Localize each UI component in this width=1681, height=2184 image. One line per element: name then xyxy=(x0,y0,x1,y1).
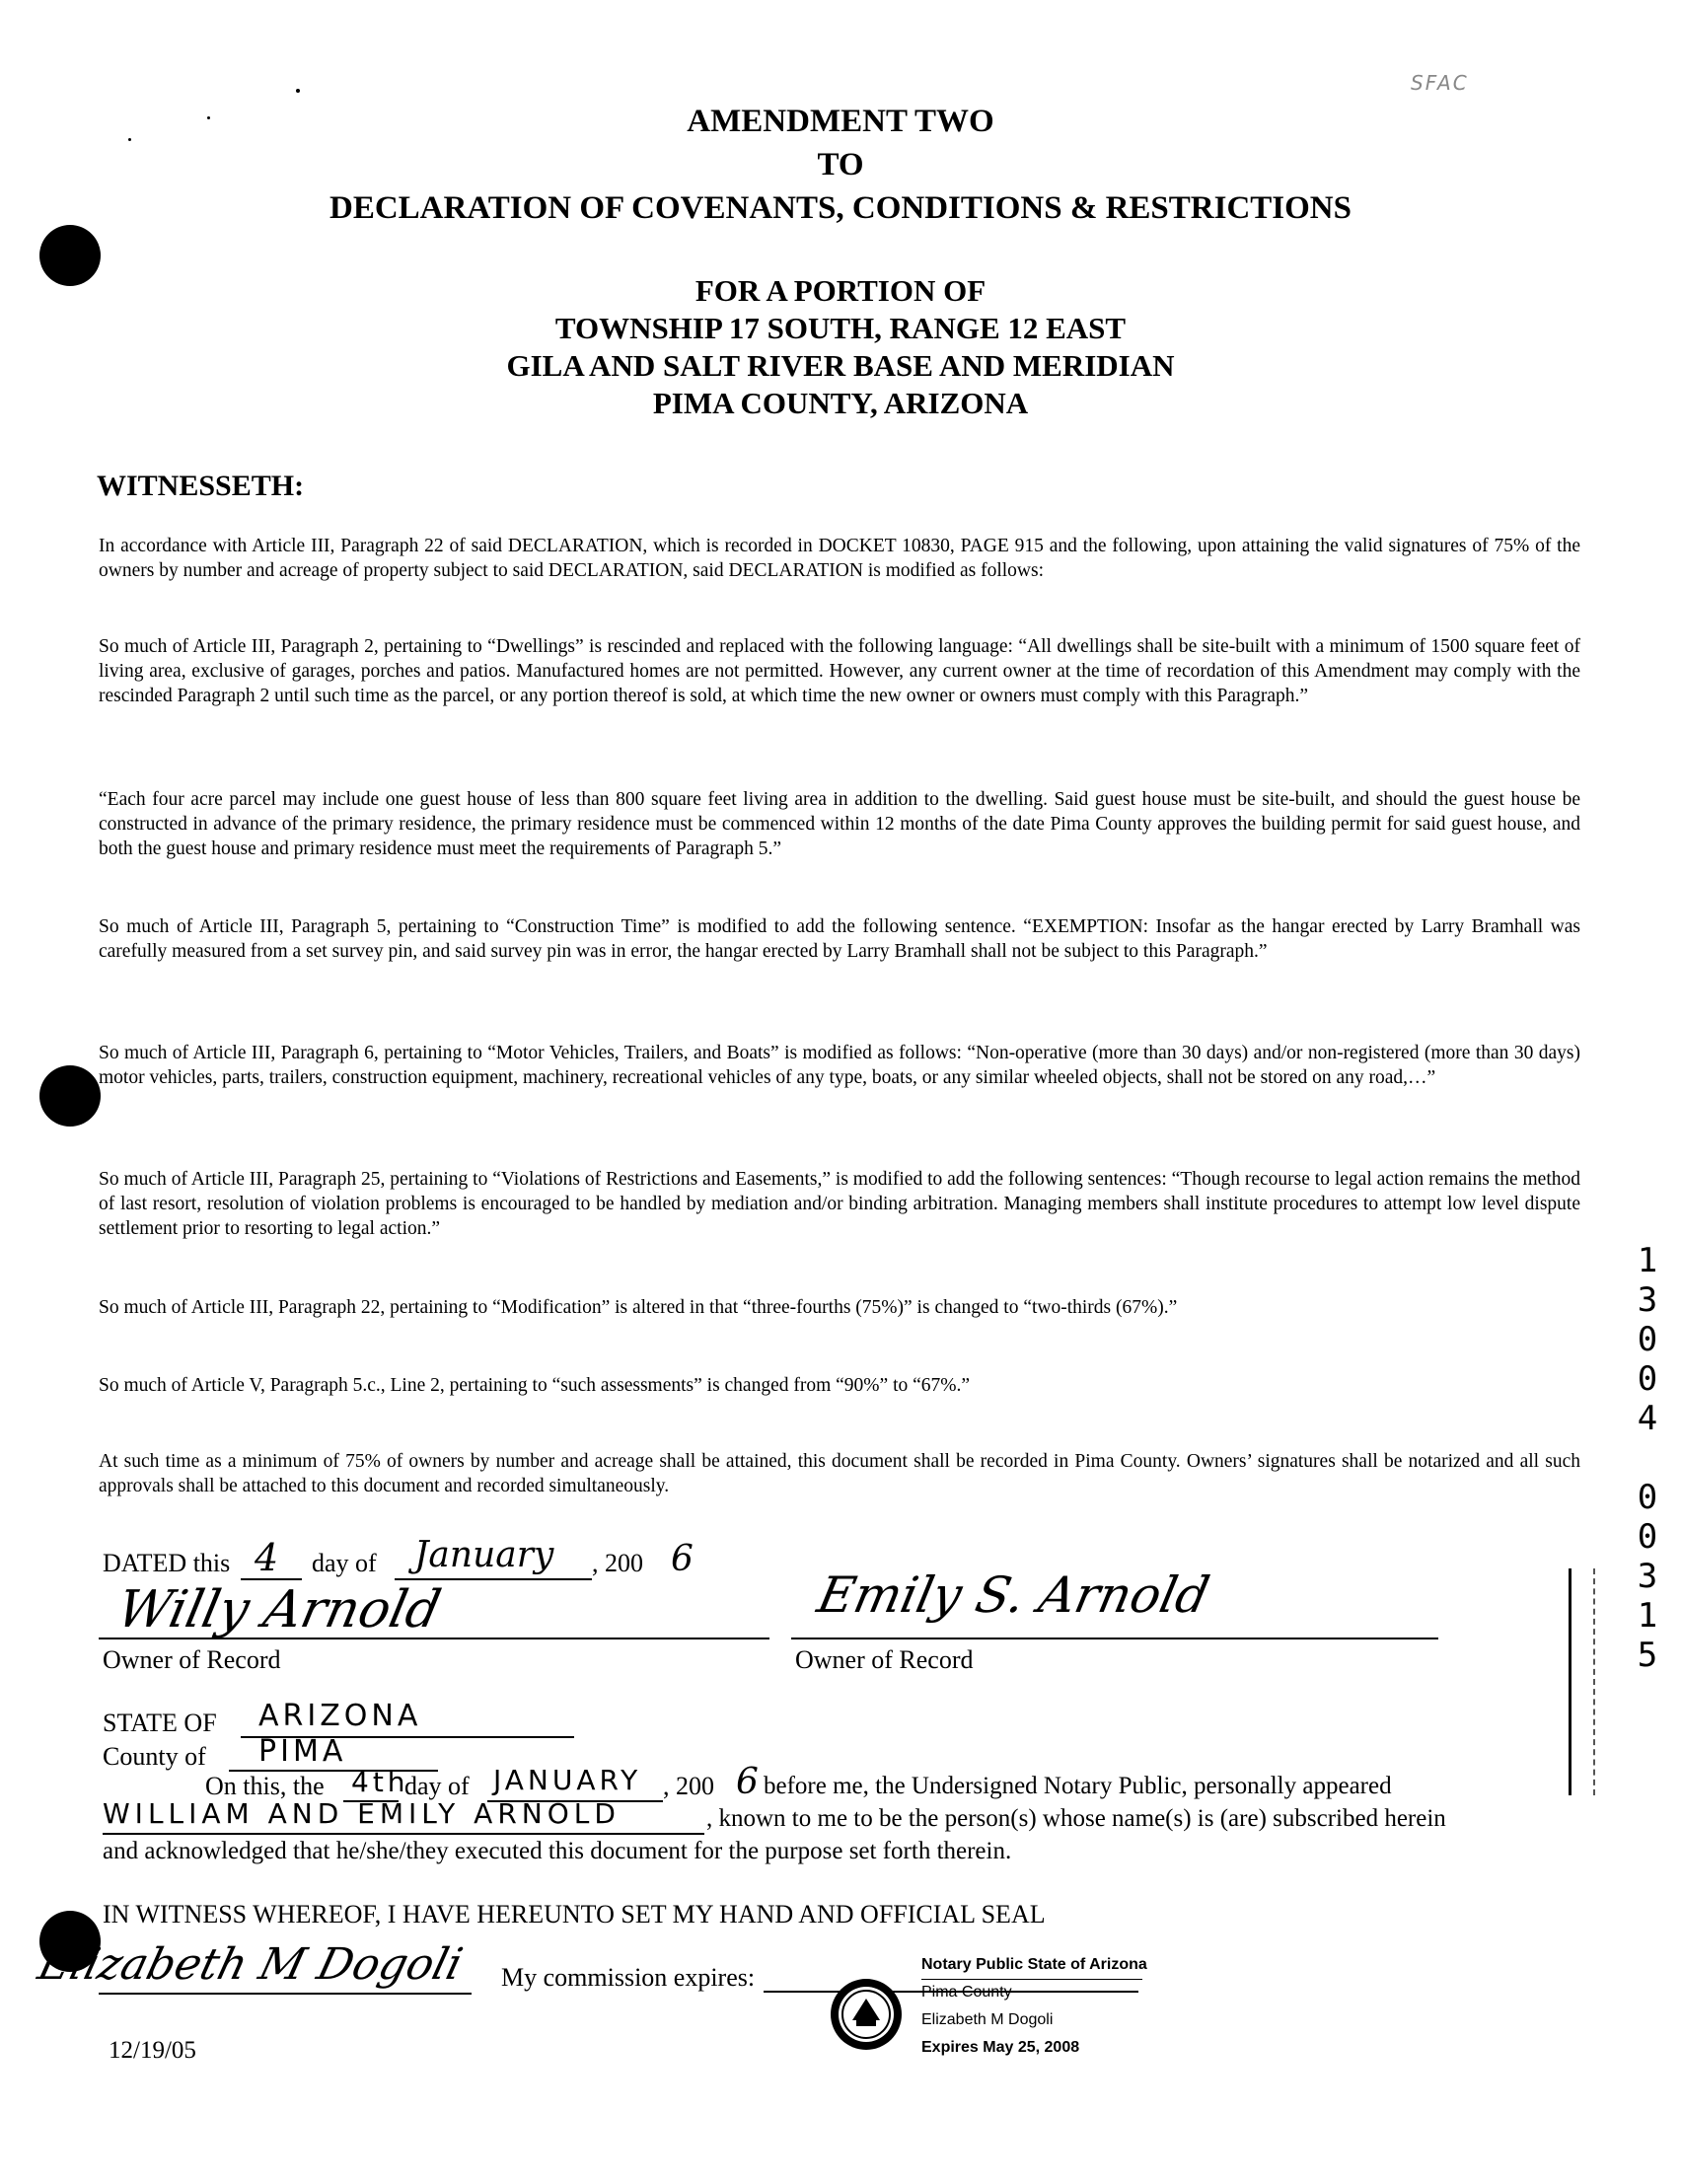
county-label: County of xyxy=(103,1742,206,1771)
notary-day-value: 4th xyxy=(351,1766,409,1798)
paragraph-intro: In accordance with Article III, Paragraph 22 of said DECLARATION, which is recorded in DOCKET 10830, PAGE 915 and the following, upon attaining the valid signatures of 75% of the owners by number and acreage of property subject to said DECLARATION, said DECLARATION is modified as follows: xyxy=(99,536,1580,581)
dated-year-label: , 200 xyxy=(592,1549,643,1577)
speck xyxy=(296,89,300,93)
paragraph-dwellings: So much of Article III, Paragraph 2, pertaining to “Dwellings” is rescinded and replaced with the following language: “All dwellings shall be site-built with a minimum of 1500 square feet of living area, exclusive of garages, porches and patios. Manufactured homes are not permitted. However, any current owner at the time of recordation of this Amendment may comply with the rescinded Paragraph 2 until such time as the parcel, or any portion thereof is sold, at which time the new owner or owners must comply with this Paragraph.” xyxy=(99,636,1580,706)
owner-signature-line-2 xyxy=(791,1638,1438,1639)
paragraph-recording: At such time as a minimum of 75% of owners by number and acreage shall be attained, this document shall be recorded in Pima County. Owners’ signatures shall be notarized and all such approvals shall be attached to this document and recorded simultaneously. xyxy=(99,1451,1580,1496)
owner-of-record-label-1: Owner of Record xyxy=(103,1645,281,1674)
paragraph-assessments: So much of Article V, Paragraph 5.c., Line 2, pertaining to “such assessments” is changed from “90%” to “67%.” xyxy=(99,1375,971,1396)
owner-signature-2: Emily S. Arnold xyxy=(812,1566,1214,1624)
before-me-text: before me, the Undersigned Notary Public, personally appeared xyxy=(764,1773,1392,1799)
subtitle-line4: PIMA COUNTY, ARIZONA xyxy=(652,386,1029,420)
margin-recording-number xyxy=(1630,1241,1665,1675)
notary-stamp-line1: Notary Public State of Arizona xyxy=(921,1956,1147,1973)
margin-recording-number-text: 13004 00315 xyxy=(1628,1241,1667,1675)
dated-day-value: 4 xyxy=(255,1536,279,1579)
hole-punch-middle xyxy=(39,1065,101,1127)
owner-of-record-label-2: Owner of Record xyxy=(795,1645,974,1674)
subtitle-line2: TOWNSHIP 17 SOUTH, RANGE 12 EAST xyxy=(554,311,1127,345)
dated-label: DATED this xyxy=(103,1549,231,1577)
witness-whereof-text: IN WITNESS WHEREOF, I HAVE HEREUNTO SET MY HAND AND OFFICIAL SEAL xyxy=(103,1900,1046,1929)
corner-mark: SFAC xyxy=(1411,71,1469,95)
paragraph-construction-time: So much of Article III, Paragraph 5, pertaining to “Construction Time” is modified to add the following sentence. “EXEMPTION: Insofar as the hangar erected by Larry Bramhall was carefully measured from a set survey pin, and said survey pin was in error, the hangar erected by Larry Bramhall shall not be subject to this Paragraph.” xyxy=(99,916,1580,962)
notary-stamp-rule xyxy=(921,1979,1142,1980)
notary-month-value: JANUARY xyxy=(493,1764,642,1796)
on-this-label: On this, the xyxy=(205,1772,325,1800)
dated-month-value: January xyxy=(414,1535,554,1575)
paragraph-motor-vehicles: So much of Article III, Paragraph 6, pertaining to “Motor Vehicles, Trailers, and Boats” is modified as follows: “Non-operative (more than 30 days) and/or non-registered (more than 30 days) motor vehicles, parts, trailers, construction equipment, machinery, recreational vehicles of any type, boats, or any similar wheeled objects, shall not be stored on any road,…” xyxy=(99,1043,1580,1088)
notary-signature: Elizabeth M Dogoli xyxy=(33,1939,468,1990)
notary-year-label: , 200 xyxy=(663,1772,714,1800)
notary-stamp-line2: Pima County xyxy=(921,1984,1012,2001)
state-label: STATE OF xyxy=(103,1709,217,1737)
document-title-line1: AMENDMENT TWO xyxy=(687,104,994,139)
notary-stamp-line3: Elizabeth M Dogoli xyxy=(921,2011,1054,2028)
commission-expires-label: My commission expires: xyxy=(501,1963,756,1992)
subtitle-line3: GILA AND SALT RIVER BASE AND MERIDIAN xyxy=(506,348,1175,383)
notary-day-of-label: day of xyxy=(404,1772,470,1800)
state-value: ARIZONA xyxy=(258,1699,422,1733)
county-value: PIMA xyxy=(258,1734,347,1769)
appeared-names-value: WILLIAM AND EMILY ARNOLD xyxy=(103,1797,621,1830)
edge-stamp-marks xyxy=(1569,1568,1595,1795)
notary-year-digit: 6 xyxy=(736,1762,759,1802)
document-title-line3: DECLARATION OF COVENANTS, CONDITIONS & RESTRICTIONS xyxy=(329,190,1352,226)
acknowledged-text: and acknowledged that he/she/they executed this document for the purpose set forth therein. xyxy=(103,1838,1012,1864)
notary-seal-icon xyxy=(829,1977,904,2052)
subtitle-line1: FOR A PORTION OF xyxy=(694,273,987,308)
dated-year-digit: 6 xyxy=(671,1539,694,1579)
notary-stamp-line4: Expires May 25, 2008 xyxy=(921,2039,1080,2056)
known-to-me-text: , known to me to be the person(s) whose name(s) is (are) subscribed herein xyxy=(706,1805,1446,1832)
document-date: 12/19/05 xyxy=(109,2037,196,2064)
dated-day-of-label: day of xyxy=(312,1549,377,1577)
appeared-names-line xyxy=(103,1833,704,1835)
notary-signature-line xyxy=(99,1993,472,1995)
paragraph-modification: So much of Article III, Paragraph 22, pertaining to “Modification” is altered in that “three-fourths (75%)” is changed to “two-thirds (67%).” xyxy=(99,1297,1178,1318)
paragraph-guest-house: “Each four acre parcel may include one guest house of less than 800 square feet living area in addition to the dwelling. Said guest house must be site-built, and should the guest house be constructed in advance of the primary residence, the primary residence must be commenced within 12 months of the date Pima County approves the building permit for said guest house, and both the guest house and primary residence must meet the requirements of Paragraph 5.” xyxy=(99,789,1580,859)
owner-signature-1: Willy Arnold xyxy=(111,1580,446,1639)
paragraph-violations: So much of Article III, Paragraph 25, pertaining to “Violations of Restrictions and Easements,” is modified to add the following sentences: “Though recourse to legal action remains the method of last resort, resolution of violation problems is encouraged to be handled by mediation and/or binding arbitration. Managing members shall institute procedures to attempt low level dispute settlement prior to resorting to legal action.” xyxy=(99,1169,1580,1239)
document-title-line2: TO xyxy=(817,147,864,182)
witnesseth-heading: WITNESSETH: xyxy=(97,470,305,502)
